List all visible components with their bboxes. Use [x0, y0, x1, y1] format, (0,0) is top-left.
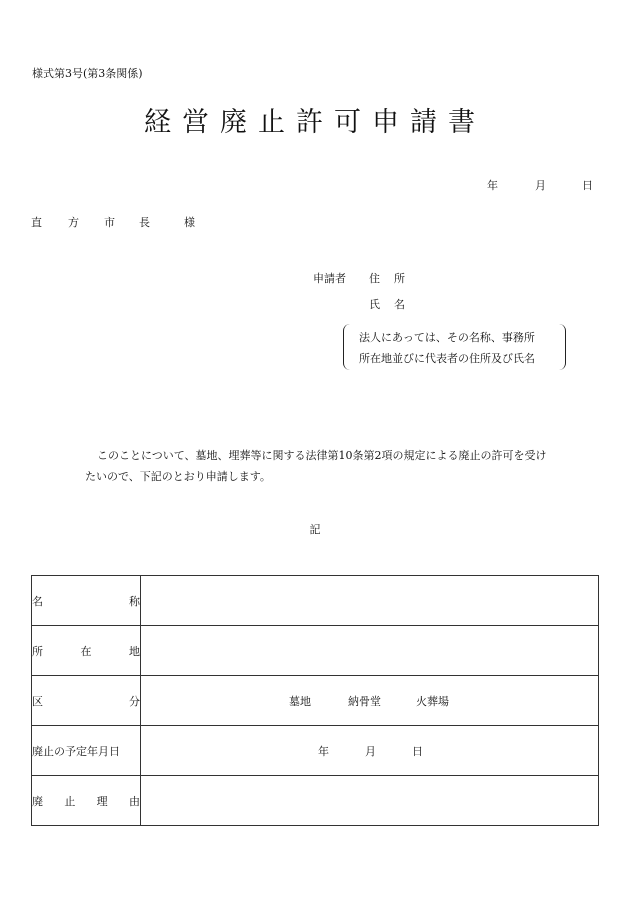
body-text-line1: このことについて、墓地、埋葬等に関する法律第10条第2項の規定による廃止の許可を受け	[97, 449, 547, 462]
name-label-char: 名	[394, 298, 405, 311]
table-row	[32, 676, 599, 726]
date-day-label: 日	[412, 744, 423, 758]
table-row	[32, 776, 599, 826]
label-text: 廃止の予定年月日	[32, 744, 120, 758]
application-table	[31, 575, 599, 826]
category-field	[141, 676, 599, 726]
label-char: 廃	[32, 794, 43, 808]
date-year-label: 年	[318, 744, 329, 758]
row-label-location	[32, 626, 141, 676]
label-char: 名	[32, 594, 43, 608]
label-char: 所	[32, 644, 43, 658]
table-row	[32, 626, 599, 676]
table-row	[32, 576, 599, 626]
form-number: 様式第3号(第3条関係)	[32, 67, 143, 80]
label-char: 止	[64, 794, 76, 808]
row-label-reason	[32, 776, 141, 826]
ki-heading: 記	[309, 523, 321, 536]
table-row	[32, 726, 599, 776]
row-label-name	[32, 576, 141, 626]
label-char: 地	[129, 644, 140, 658]
addressee-char: 長	[139, 216, 150, 229]
date-day-label: 日	[582, 179, 593, 192]
category-option-cemetery[interactable]: 墓地	[289, 694, 311, 708]
corporate-note-line2: 所在地並びに代表者の住所及び氏名	[359, 352, 535, 365]
row-label-category	[32, 676, 141, 726]
category-option-crematorium[interactable]: 火葬場	[416, 694, 449, 708]
name-label-char: 氏	[369, 298, 380, 311]
body-text-line2: たいので、下記のとおり申請します。	[85, 470, 271, 483]
addressee-char: 直	[31, 216, 42, 229]
document-title: 経営廃止許可申請書	[144, 107, 486, 138]
row-label-planned-date	[32, 726, 141, 776]
name-field[interactable]	[141, 576, 599, 626]
addressee-char: 市	[104, 216, 115, 229]
label-char: 在	[80, 644, 92, 658]
planned-date-field[interactable]	[141, 726, 599, 776]
label-char: 理	[96, 794, 108, 808]
corporate-note-bracket	[343, 324, 566, 370]
reason-field[interactable]	[141, 776, 599, 826]
date-month-label: 月	[365, 744, 376, 758]
address-label-char: 住	[369, 272, 380, 285]
label-char: 称	[129, 594, 140, 608]
location-field[interactable]	[141, 626, 599, 676]
date-month-label: 月	[535, 179, 546, 192]
category-option-ossuary[interactable]: 納骨堂	[348, 694, 381, 708]
date-year-label: 年	[487, 179, 498, 192]
address-label-char: 所	[394, 272, 405, 285]
corporate-note-line1: 法人にあっては、その名称、事務所	[359, 331, 535, 344]
label-char: 区	[32, 694, 43, 708]
addressee-honorific: 様	[184, 216, 195, 229]
applicant-label: 申請者	[313, 272, 346, 285]
label-char: 分	[129, 694, 140, 708]
addressee-char: 方	[68, 216, 79, 229]
label-char: 由	[128, 794, 140, 808]
